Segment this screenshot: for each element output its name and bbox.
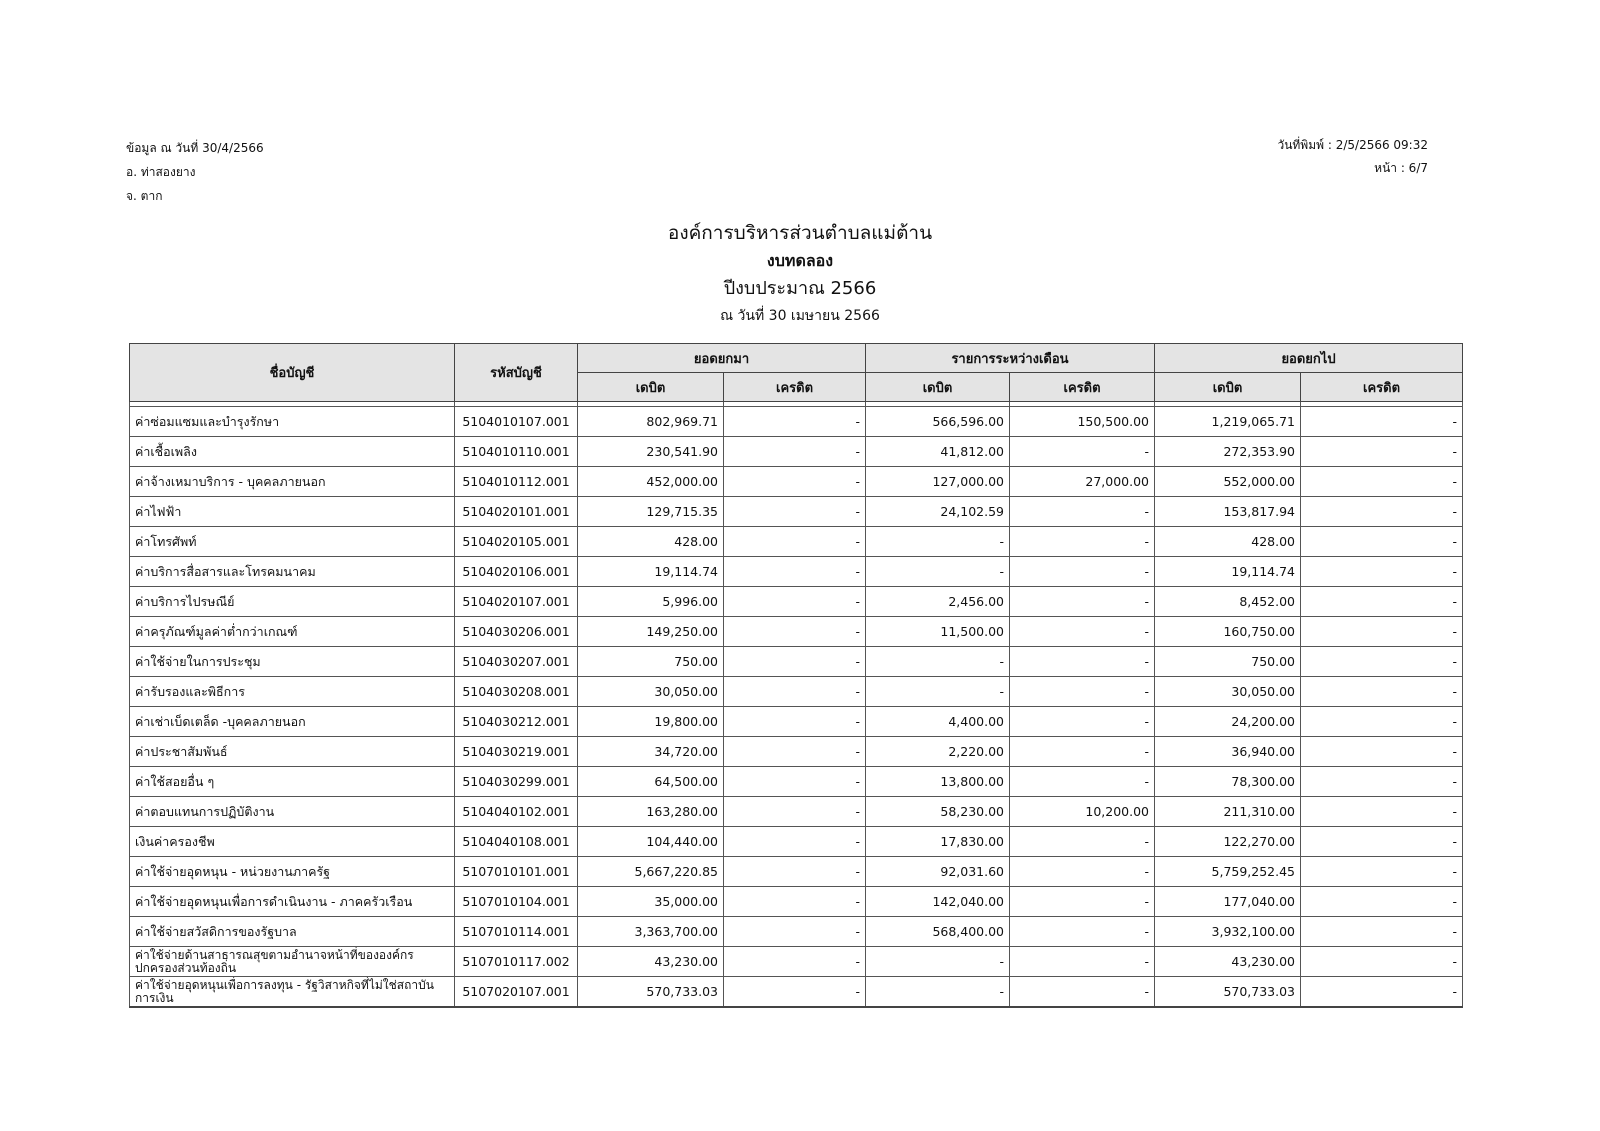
account-code: 5104020101.001 xyxy=(455,497,578,527)
account-name: ค่าตอบแทนการปฏิบัติงาน xyxy=(130,797,455,827)
month-debit: - xyxy=(866,647,1010,677)
month-debit: 2,456.00 xyxy=(866,587,1010,617)
cf-credit: - xyxy=(1301,917,1463,947)
month-credit: - xyxy=(1010,647,1155,677)
cf-debit: 570,733.03 xyxy=(1155,977,1301,1008)
header-credit: เครดิต xyxy=(724,373,866,402)
province: จ. ตาก xyxy=(126,189,163,203)
cf-debit: 5,759,252.45 xyxy=(1155,857,1301,887)
account-code: 5104030207.001 xyxy=(455,647,578,677)
table-row xyxy=(130,767,1463,797)
month-debit: 13,800.00 xyxy=(866,767,1010,797)
cf-debit: 30,050.00 xyxy=(1155,677,1301,707)
account-code: 5107010117.002 xyxy=(455,947,578,977)
cf-credit: - xyxy=(1301,887,1463,917)
bf-credit: - xyxy=(724,887,866,917)
header-credit: เครดิต xyxy=(1301,373,1463,402)
bf-debit: 64,500.00 xyxy=(578,767,724,797)
cf-credit: - xyxy=(1301,647,1463,677)
as-of-date: ณ วันที่ 30 เมษายน 2566 xyxy=(720,308,880,324)
month-debit: 2,220.00 xyxy=(866,737,1010,767)
cf-debit: 211,310.00 xyxy=(1155,797,1301,827)
cf-debit: 36,940.00 xyxy=(1155,737,1301,767)
table-row xyxy=(130,527,1463,557)
account-name: เงินค่าครองชีพ xyxy=(130,827,455,857)
cf-credit: - xyxy=(1301,527,1463,557)
bf-debit: 149,250.00 xyxy=(578,617,724,647)
cf-credit: - xyxy=(1301,977,1463,1008)
month-debit: 58,230.00 xyxy=(866,797,1010,827)
bf-credit: - xyxy=(724,737,866,767)
month-credit: - xyxy=(1010,977,1155,1008)
cf-credit: - xyxy=(1301,767,1463,797)
trial-balance-table xyxy=(129,343,1463,1008)
table-row xyxy=(130,797,1463,827)
data-date: ข้อมูล ณ วันที่ 30/4/2566 xyxy=(126,141,264,155)
bf-debit: 30,050.00 xyxy=(578,677,724,707)
account-code: 5104030219.001 xyxy=(455,737,578,767)
cf-debit: 160,750.00 xyxy=(1155,617,1301,647)
month-credit: 27,000.00 xyxy=(1010,467,1155,497)
account-name: ค่าใช้จ่ายสวัสดิการของรัฐบาล xyxy=(130,917,455,947)
month-credit: - xyxy=(1010,917,1155,947)
table-row xyxy=(130,857,1463,887)
table-row xyxy=(130,617,1463,647)
header-account-code: รหัสบัญชี xyxy=(455,344,578,402)
report-meta-right xyxy=(1277,137,1428,183)
bf-credit: - xyxy=(724,647,866,677)
bf-debit: 452,000.00 xyxy=(578,467,724,497)
header-carried-forward: ยอดยกไป xyxy=(1155,344,1463,373)
fiscal-year: ปีงบประมาณ 2566 xyxy=(723,278,877,299)
account-name: ค่าไฟฟ้า xyxy=(130,497,455,527)
month-debit: 568,400.00 xyxy=(866,917,1010,947)
cf-credit: - xyxy=(1301,437,1463,467)
cf-debit: 43,230.00 xyxy=(1155,947,1301,977)
account-name: ค่ารับรองและพิธีการ xyxy=(130,677,455,707)
bf-debit: 35,000.00 xyxy=(578,887,724,917)
organization-name: องค์การบริหารส่วนตำบลแม่ต้าน xyxy=(667,222,933,244)
month-debit: 92,031.60 xyxy=(866,857,1010,887)
account-name: ค่าบริการสื่อสารและโทรคมนาคม xyxy=(130,557,455,587)
account-code: 5104030299.001 xyxy=(455,767,578,797)
month-credit: - xyxy=(1010,557,1155,587)
account-name: ค่าโทรศัพท์ xyxy=(130,527,455,557)
cf-debit: 19,114.74 xyxy=(1155,557,1301,587)
header-account-name: ชื่อบัญชี xyxy=(130,344,455,402)
table-row xyxy=(130,827,1463,857)
report-meta-left xyxy=(126,140,264,212)
cf-debit: 3,932,100.00 xyxy=(1155,917,1301,947)
bf-debit: 19,800.00 xyxy=(578,707,724,737)
bf-credit: - xyxy=(724,497,866,527)
account-code: 5107010101.001 xyxy=(455,857,578,887)
bf-debit: 129,715.35 xyxy=(578,497,724,527)
cf-credit: - xyxy=(1301,707,1463,737)
account-code: 5104040108.001 xyxy=(455,827,578,857)
table-row xyxy=(130,407,1463,437)
header-brought-forward: ยอดยกมา xyxy=(578,344,866,373)
cf-debit: 78,300.00 xyxy=(1155,767,1301,797)
cf-credit: - xyxy=(1301,587,1463,617)
table-row xyxy=(130,737,1463,767)
month-credit: - xyxy=(1010,827,1155,857)
account-name: ค่าใช้จ่ายอุดหนุนเพื่อการดำเนินงาน - ภาคครัวเรือน xyxy=(130,887,455,917)
table-row xyxy=(130,587,1463,617)
account-code: 5107010114.001 xyxy=(455,917,578,947)
month-credit: - xyxy=(1010,707,1155,737)
cf-debit: 153,817.94 xyxy=(1155,497,1301,527)
cf-credit: - xyxy=(1301,677,1463,707)
bf-credit: - xyxy=(724,767,866,797)
month-debit: 11,500.00 xyxy=(866,617,1010,647)
month-credit: - xyxy=(1010,617,1155,647)
bf-debit: 163,280.00 xyxy=(578,797,724,827)
cf-credit: - xyxy=(1301,797,1463,827)
header-during-month: รายการระหว่างเดือน xyxy=(866,344,1155,373)
bf-debit: 570,733.03 xyxy=(578,977,724,1008)
bf-credit: - xyxy=(724,797,866,827)
month-debit: - xyxy=(866,527,1010,557)
month-debit: 566,596.00 xyxy=(866,407,1010,437)
account-name: ค่าเช่าเบ็ดเตล็ด -บุคคลภายนอก xyxy=(130,707,455,737)
month-credit: - xyxy=(1010,437,1155,467)
table-row xyxy=(130,917,1463,947)
bf-credit: - xyxy=(724,407,866,437)
bf-credit: - xyxy=(724,467,866,497)
table-row xyxy=(130,437,1463,467)
bf-credit: - xyxy=(724,437,866,467)
bf-debit: 750.00 xyxy=(578,647,724,677)
cf-debit: 8,452.00 xyxy=(1155,587,1301,617)
cf-credit: - xyxy=(1301,737,1463,767)
cf-credit: - xyxy=(1301,497,1463,527)
month-credit: - xyxy=(1010,767,1155,797)
report-title: งบทดลอง xyxy=(766,251,834,270)
month-credit: 150,500.00 xyxy=(1010,407,1155,437)
cf-credit: - xyxy=(1301,557,1463,587)
account-code: 5104030206.001 xyxy=(455,617,578,647)
month-credit: - xyxy=(1010,857,1155,887)
bf-credit: - xyxy=(724,677,866,707)
account-name: ค่าเชื้อเพลิง xyxy=(130,437,455,467)
bf-credit: - xyxy=(724,557,866,587)
account-code: 5104010112.001 xyxy=(455,467,578,497)
table-row xyxy=(130,887,1463,917)
month-debit: 142,040.00 xyxy=(866,887,1010,917)
account-code: 5107020107.001 xyxy=(455,977,578,1008)
month-credit: - xyxy=(1010,677,1155,707)
bf-debit: 428.00 xyxy=(578,527,724,557)
cf-debit: 24,200.00 xyxy=(1155,707,1301,737)
table-row xyxy=(130,677,1463,707)
bf-debit: 230,541.90 xyxy=(578,437,724,467)
account-name: ค่าใช้จ่ายในการประชุม xyxy=(130,647,455,677)
month-credit: - xyxy=(1010,497,1155,527)
cf-debit: 552,000.00 xyxy=(1155,467,1301,497)
table-body xyxy=(130,402,1463,1008)
cf-credit: - xyxy=(1301,467,1463,497)
header-debit: เดบิต xyxy=(866,373,1010,402)
month-debit: - xyxy=(866,557,1010,587)
account-code: 5104020106.001 xyxy=(455,557,578,587)
account-name: ค่าใช้จ่ายด้านสาธารณสุขตามอำนาจหน้าที่ขององค์กรปกครองส่วนท้องถิ่น xyxy=(130,947,455,977)
month-debit: 41,812.00 xyxy=(866,437,1010,467)
table-row xyxy=(130,497,1463,527)
cf-credit: - xyxy=(1301,857,1463,887)
table-row xyxy=(130,557,1463,587)
cf-debit: 750.00 xyxy=(1155,647,1301,677)
table-row xyxy=(130,647,1463,677)
bf-debit: 5,667,220.85 xyxy=(578,857,724,887)
account-name: ค่าใช้จ่ายอุดหนุน - หน่วยงานภาครัฐ xyxy=(130,857,455,887)
table-row xyxy=(130,707,1463,737)
bf-credit: - xyxy=(724,917,866,947)
bf-debit: 19,114.74 xyxy=(578,557,724,587)
month-debit: - xyxy=(866,977,1010,1008)
bf-debit: 5,996.00 xyxy=(578,587,724,617)
account-code: 5104030212.001 xyxy=(455,707,578,737)
month-credit: 10,200.00 xyxy=(1010,797,1155,827)
page-number: หน้า : 6/7 xyxy=(1374,161,1428,175)
cf-debit: 177,040.00 xyxy=(1155,887,1301,917)
cf-debit: 272,353.90 xyxy=(1155,437,1301,467)
bf-credit: - xyxy=(724,527,866,557)
cf-credit: - xyxy=(1301,827,1463,857)
report-titles xyxy=(0,220,1600,326)
month-credit: - xyxy=(1010,587,1155,617)
table-row xyxy=(130,977,1463,1008)
header-debit: เดบิต xyxy=(1155,373,1301,402)
bf-credit: - xyxy=(724,587,866,617)
month-debit: - xyxy=(866,677,1010,707)
header-debit: เดบิต xyxy=(578,373,724,402)
account-code: 5107010104.001 xyxy=(455,887,578,917)
bf-debit: 104,440.00 xyxy=(578,827,724,857)
month-debit: 127,000.00 xyxy=(866,467,1010,497)
account-name: ค่าครุภัณฑ์มูลค่าต่ำกว่าเกณฑ์ xyxy=(130,617,455,647)
bf-credit: - xyxy=(724,617,866,647)
district: อ. ท่าสองยาง xyxy=(126,165,196,179)
bf-credit: - xyxy=(724,857,866,887)
cf-debit: 1,219,065.71 xyxy=(1155,407,1301,437)
account-code: 5104040102.001 xyxy=(455,797,578,827)
month-credit: - xyxy=(1010,527,1155,557)
month-debit: 17,830.00 xyxy=(866,827,1010,857)
table-row xyxy=(130,947,1463,977)
bf-credit: - xyxy=(724,977,866,1008)
account-name: ค่าประชาสัมพันธ์ xyxy=(130,737,455,767)
bf-debit: 3,363,700.00 xyxy=(578,917,724,947)
account-code: 5104030208.001 xyxy=(455,677,578,707)
header-credit: เครดิต xyxy=(1010,373,1155,402)
account-code: 5104010107.001 xyxy=(455,407,578,437)
table-row xyxy=(130,467,1463,497)
print-date: วันที่พิมพ์ : 2/5/2566 09:32 xyxy=(1277,138,1428,152)
account-name: ค่าใช้จ่ายอุดหนุนเพื่อการลงทุน - รัฐวิสาหกิจที่ไม่ใช่สถาบันการเงิน xyxy=(130,977,455,1008)
account-code: 5104010110.001 xyxy=(455,437,578,467)
cf-credit: - xyxy=(1301,947,1463,977)
bf-debit: 34,720.00 xyxy=(578,737,724,767)
bf-credit: - xyxy=(724,947,866,977)
bf-credit: - xyxy=(724,707,866,737)
month-credit: - xyxy=(1010,737,1155,767)
cf-debit: 428.00 xyxy=(1155,527,1301,557)
cf-credit: - xyxy=(1301,617,1463,647)
bf-credit: - xyxy=(724,827,866,857)
account-code: 5104020105.001 xyxy=(455,527,578,557)
account-name: ค่าจ้างเหมาบริการ - บุคคลภายนอก xyxy=(130,467,455,497)
month-debit: - xyxy=(866,947,1010,977)
account-name: ค่าบริการไปรษณีย์ xyxy=(130,587,455,617)
bf-debit: 43,230.00 xyxy=(578,947,724,977)
cf-debit: 122,270.00 xyxy=(1155,827,1301,857)
account-code: 5104020107.001 xyxy=(455,587,578,617)
month-credit: - xyxy=(1010,887,1155,917)
month-credit: - xyxy=(1010,947,1155,977)
month-debit: 4,400.00 xyxy=(866,707,1010,737)
cf-credit: - xyxy=(1301,407,1463,437)
bf-debit: 802,969.71 xyxy=(578,407,724,437)
account-name: ค่าใช้สอยอื่น ๆ xyxy=(130,767,455,797)
account-name: ค่าซ่อมแซมและบำรุงรักษา xyxy=(130,407,455,437)
month-debit: 24,102.59 xyxy=(866,497,1010,527)
